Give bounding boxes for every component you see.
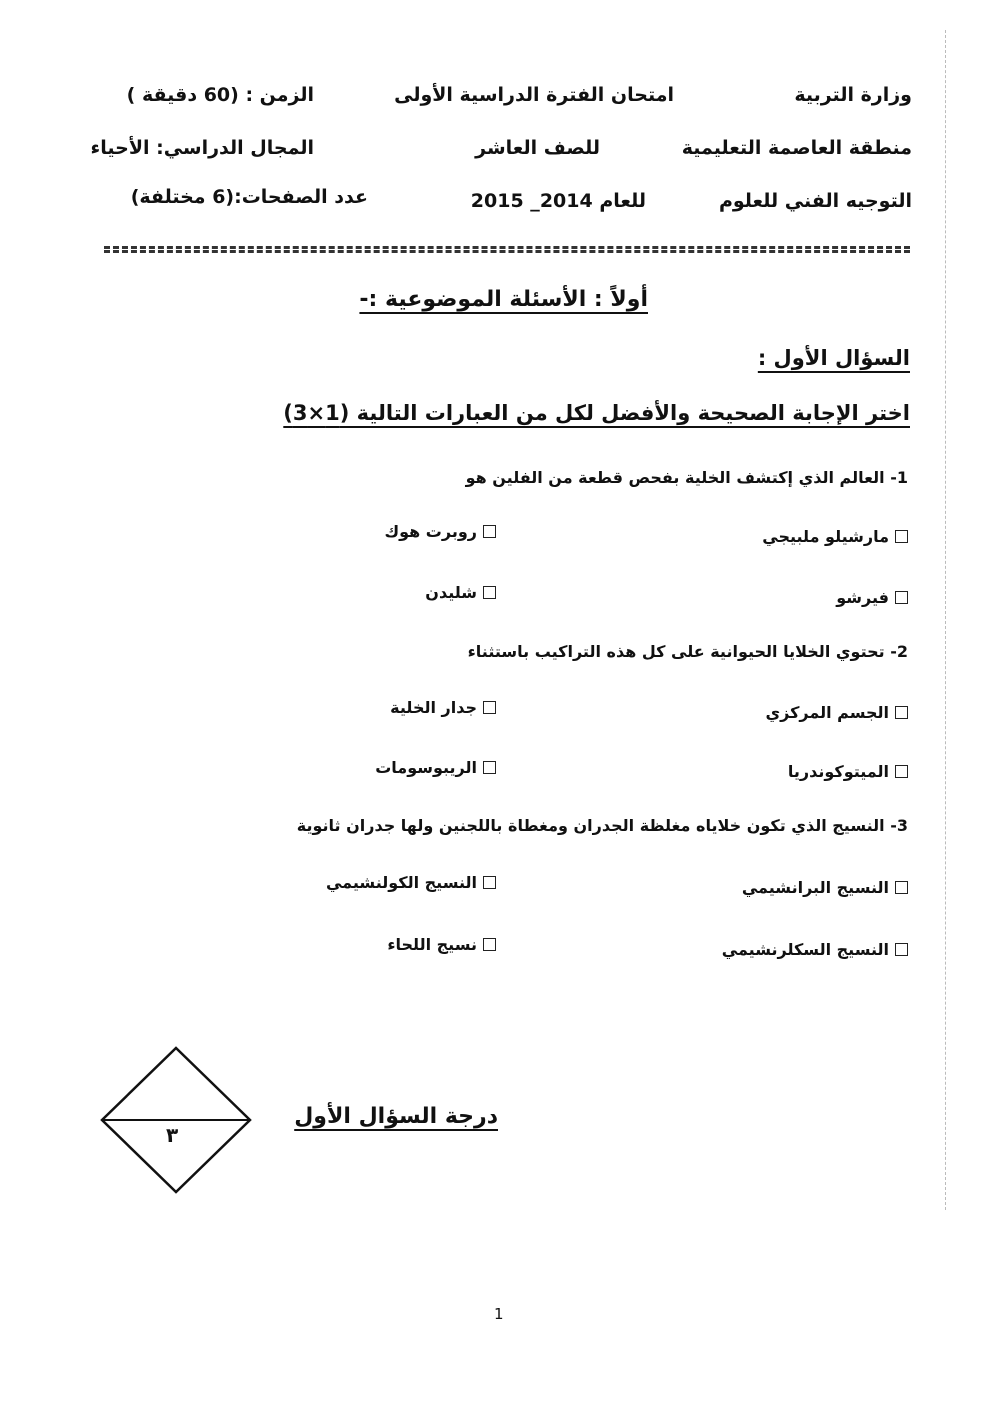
- header-separator: [104, 246, 910, 253]
- q3-option-c[interactable]: [722, 940, 908, 959]
- page-count: عدد الصفحات:(6 مختلفة): [130, 186, 368, 208]
- question-1: [466, 468, 908, 487]
- q1-option-c[interactable]: [836, 588, 908, 607]
- grade-label: للصف العاشر: [475, 137, 600, 159]
- checkbox-icon[interactable]: [895, 765, 908, 778]
- option-label: النسيج البرانشيمي: [741, 878, 889, 897]
- option-label: جدار الخلية: [390, 698, 477, 717]
- subject-field: المجال الدراسي: الأحياء: [90, 137, 314, 159]
- q3-option-d[interactable]: [387, 935, 496, 954]
- ministry-name: وزارة التربية: [794, 84, 912, 106]
- q1-option-b[interactable]: [384, 522, 496, 541]
- option-label: الريبوسومات: [375, 758, 477, 777]
- option-label: النسيج الكولنشيمي: [325, 873, 477, 892]
- question-2-number: 2-: [890, 642, 908, 661]
- question-3-text: النسيج الذي تكون خلاياه مغلظة الجدران ومغطاة باللجنين ولها جدران ثانوية: [296, 816, 885, 835]
- checkbox-icon[interactable]: [483, 701, 496, 714]
- checkbox-icon[interactable]: [483, 761, 496, 774]
- q1-option-d[interactable]: [425, 583, 496, 602]
- q2-option-c[interactable]: [788, 762, 908, 781]
- checkbox-icon[interactable]: [895, 943, 908, 956]
- checkbox-icon[interactable]: [895, 530, 908, 543]
- option-label: النسيج السكلرنشيمي: [721, 940, 889, 959]
- school-year: للعام 2014_ 2015: [470, 190, 646, 212]
- score-label: درجة السؤال الأول: [294, 1104, 498, 1129]
- q2-option-d[interactable]: [375, 758, 496, 777]
- checkbox-icon[interactable]: [895, 591, 908, 604]
- exam-duration: الزمن : (60 دقيقة ): [126, 84, 314, 106]
- checkbox-icon[interactable]: [483, 938, 496, 951]
- option-label: الميتوكوندريا: [787, 762, 889, 781]
- question-2: [468, 642, 908, 661]
- checkbox-icon[interactable]: [895, 706, 908, 719]
- question-heading: السؤال الأول :: [757, 346, 910, 370]
- district-name: منطقة العاصمة التعليمية: [681, 137, 912, 159]
- checkbox-icon[interactable]: [483, 876, 496, 889]
- checkbox-icon[interactable]: [483, 586, 496, 599]
- checkbox-icon[interactable]: [483, 525, 496, 538]
- question-3: [297, 816, 908, 835]
- q1-option-a[interactable]: [762, 527, 908, 546]
- q2-option-a[interactable]: [765, 703, 908, 722]
- exam-title: امتحان الفترة الدراسية الأولى: [394, 84, 674, 106]
- instruction-text: اختر الإجابة الصحيحة والأفضل لكل من العبارات التالية (1×3): [283, 401, 910, 425]
- page-number: 1: [494, 1305, 504, 1323]
- option-label: شليدن: [425, 583, 477, 602]
- option-label: نسيج اللحاء: [387, 935, 477, 954]
- scan-edge-mark: [945, 30, 946, 1210]
- q2-option-b[interactable]: [390, 698, 496, 717]
- question-1-number: 1-: [890, 468, 908, 487]
- section-title: أولاً : الأسئلة الموضوعية :-: [359, 287, 648, 312]
- option-label: مارشيلو ملبيجي: [762, 527, 889, 546]
- question-1-text: العالم الذي إكتشف الخلية بفحص قطعة من الفلين هو: [465, 468, 885, 487]
- score-value: ٣: [166, 1123, 179, 1147]
- q3-option-b[interactable]: [326, 873, 496, 892]
- option-label: الجسم المركزي: [765, 703, 889, 722]
- question-3-number: 3-: [890, 816, 908, 835]
- supervision-name: التوجيه الفني للعلوم: [718, 190, 912, 212]
- question-2-text: تحتوي الخلايا الحيوانية على كل هذه التراكيب باستثناء: [467, 642, 885, 661]
- option-label: فيرشو: [836, 588, 889, 607]
- option-label: روبرت هوك: [384, 522, 477, 541]
- score-diamond: [98, 1044, 254, 1196]
- q3-option-a[interactable]: [742, 878, 908, 897]
- checkbox-icon[interactable]: [895, 881, 908, 894]
